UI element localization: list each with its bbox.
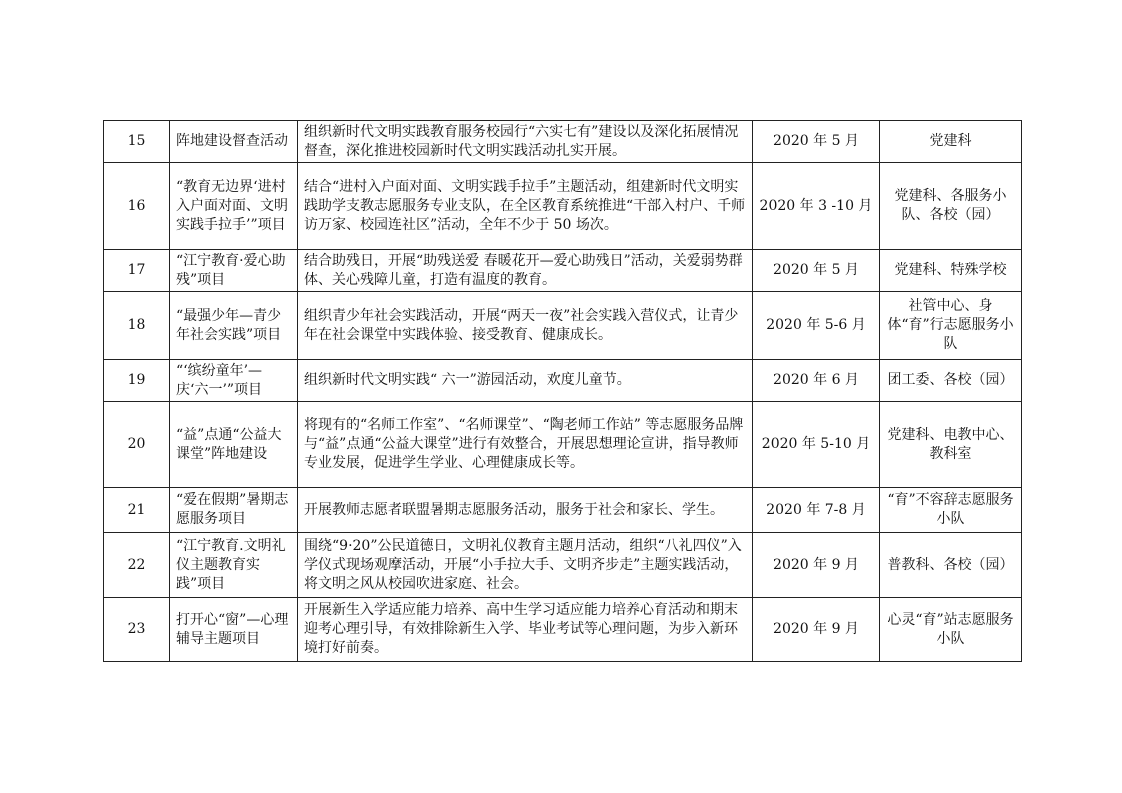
project-time: 2020 年 5 月	[753, 121, 880, 163]
project-name: 阵地建设督查活动	[170, 121, 298, 163]
project-name: “最强少年—青少年社会实践”项目	[170, 292, 298, 360]
responsible-dept: “育”不容辞志愿服务小队	[880, 488, 1022, 533]
table-row	[104, 360, 1022, 402]
table-row	[104, 598, 1022, 662]
responsible-dept: 党建科、电教中心、教科室	[880, 402, 1022, 488]
project-time: 2020 年 7-8 月	[753, 488, 880, 533]
project-content: 围绕“9·20”公民道德日，文明礼仪教育主题月活动，组织“八礼四仪”入学仪式现场观摩活动，开展“小手拉大手、文明齐步走”主题实践活动，将文明之风从校园吹进家庭、社会。	[298, 533, 753, 598]
project-content: 组织新时代文明实践教育服务校园行“六实七有”建设以及深化拓展情况督查，深化推进校园新时代文明实践活动扎实开展。	[298, 121, 753, 163]
row-number: 20	[104, 402, 170, 488]
project-content: 开展新生入学适应能力培养、高中生学习适应能力培养心育活动和期末迎考心理引导，有效排除新生入学、毕业考试等心理问题，为步入新环境打好前奏。	[298, 598, 753, 662]
table-row	[104, 292, 1022, 360]
project-content: 结合助残日，开展“助残送爱 春暖花开—爱心助残日”活动，关爱弱势群体、关心残障儿童，打造有温度的教育。	[298, 250, 753, 292]
project-content: 组织新时代文明实践“ 六一”游园活动，欢度儿童节。	[298, 360, 753, 402]
project-time: 2020 年 3 -10 月	[753, 163, 880, 250]
table-row	[104, 250, 1022, 292]
table-row	[104, 163, 1022, 250]
table-row	[104, 533, 1022, 598]
responsible-dept: 党建科、各服务小队、各校（园）	[880, 163, 1022, 250]
activity-table	[103, 120, 1022, 662]
responsible-dept: 社管中心、身体“育”行志愿服务小队	[880, 292, 1022, 360]
project-time: 2020 年 5 月	[753, 250, 880, 292]
project-time: 2020 年 5-6 月	[753, 292, 880, 360]
project-time: 2020 年 6 月	[753, 360, 880, 402]
row-number: 23	[104, 598, 170, 662]
project-name: “益”点通“公益大课堂”阵地建设	[170, 402, 298, 488]
row-number: 21	[104, 488, 170, 533]
row-number: 16	[104, 163, 170, 250]
table-row	[104, 488, 1022, 533]
project-name: “爱在假期”暑期志愿服务项目	[170, 488, 298, 533]
responsible-dept: 心灵“育”站志愿服务小队	[880, 598, 1022, 662]
project-content: 组织青少年社会实践活动，开展“两天一夜”社会实践入营仪式，让青少年在社会课堂中实践体验、接受教育、健康成长。	[298, 292, 753, 360]
row-number: 19	[104, 360, 170, 402]
responsible-dept: 团工委、各校（园）	[880, 360, 1022, 402]
project-name: “‘缤纷童年’—庆‘六一’”项目	[170, 360, 298, 402]
project-time: 2020 年 9 月	[753, 533, 880, 598]
project-content: 结合“进村入户面对面、文明实践手拉手”主题活动，组建新时代文明实践助学支教志愿服务专业支队，在全区教育系统推进“干部入村户、千师访万家、校园连社区”活动，全年不少于 50 场次。	[298, 163, 753, 250]
project-content: 将现有的“名师工作室”、“名师课堂”、“陶老师工作站” 等志愿服务品牌与“益”点通“公益大课堂”进行有效整合，开展思想理论宣讲，指导教师专业发展，促进学生学业、心理健康成长等。	[298, 402, 753, 488]
responsible-dept: 党建科、特殊学校	[880, 250, 1022, 292]
project-name: “教育无边界‘进村入户面对面、文明实践手拉手’”项目	[170, 163, 298, 250]
project-time: 2020 年 5-10 月	[753, 402, 880, 488]
responsible-dept: 党建科	[880, 121, 1022, 163]
row-number: 17	[104, 250, 170, 292]
table-row	[104, 121, 1022, 163]
project-name: 打开心“窗”—心理辅导主题项目	[170, 598, 298, 662]
table-row	[104, 402, 1022, 488]
project-name: “江宁教育.文明礼仪主题教育实践”项目	[170, 533, 298, 598]
responsible-dept: 普教科、各校（园）	[880, 533, 1022, 598]
project-time: 2020 年 9 月	[753, 598, 880, 662]
row-number: 18	[104, 292, 170, 360]
row-number: 15	[104, 121, 170, 163]
row-number: 22	[104, 533, 170, 598]
project-name: “江宁教育·爱心助残”项目	[170, 250, 298, 292]
project-content: 开展教师志愿者联盟暑期志愿服务活动，服务于社会和家长、学生。	[298, 488, 753, 533]
